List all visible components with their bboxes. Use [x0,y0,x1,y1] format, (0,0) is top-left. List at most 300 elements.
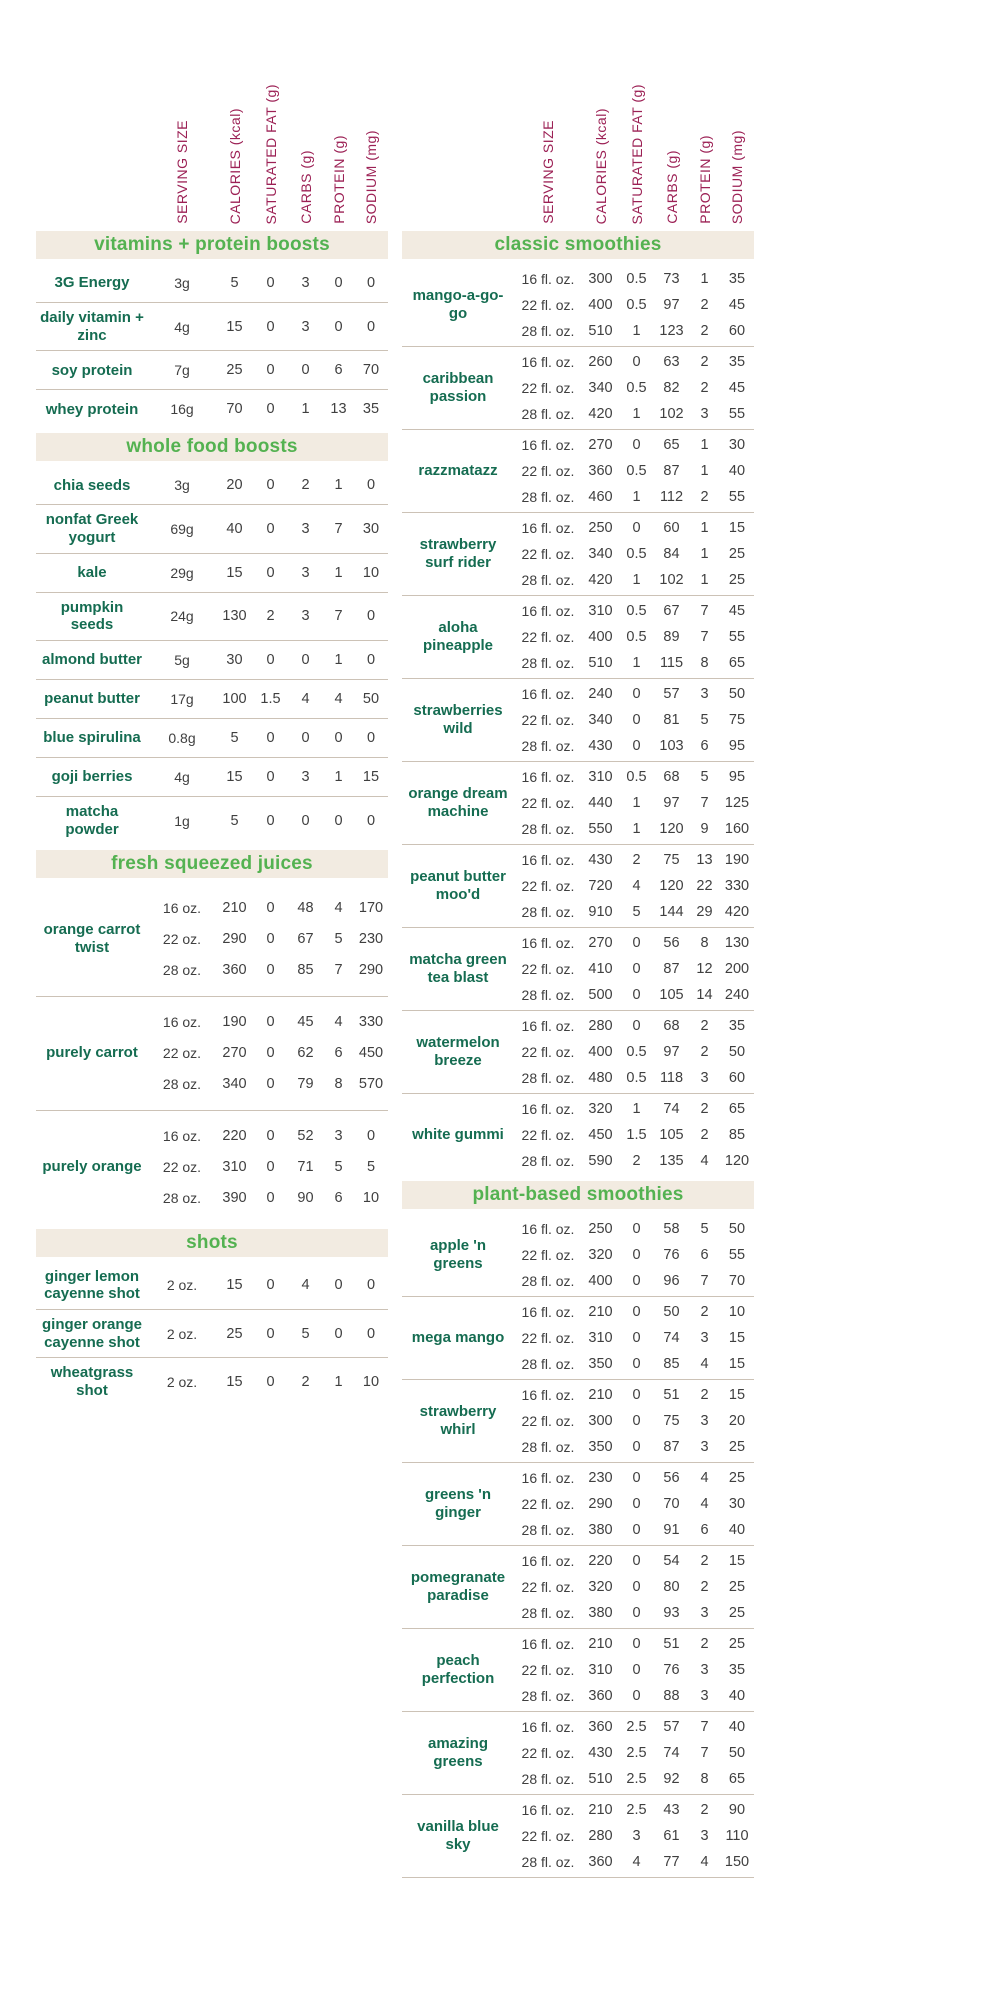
menu-item [36,1310,388,1358]
nutrition-value: 15 [226,564,243,581]
nutrition-value: 1 [632,655,641,671]
serving-size: 16 fl. oz. [521,1101,575,1117]
serving-size: 22 fl. oz. [521,629,575,645]
nutrition-value: 10 [728,1304,746,1320]
nutrition-value: 70 [362,362,380,379]
nutrition-value: 5 [632,904,641,920]
nutrition-value: 25 [728,1439,746,1455]
nutrition-value: 0 [632,1221,641,1237]
item-rows [514,1013,754,1091]
nutrition-value: 460 [588,489,613,505]
item-name: white gummi [412,1126,504,1144]
item-name: watermelon breeze [416,1034,500,1069]
nutrition-value: 1 [632,821,641,837]
item-rows [148,686,388,712]
nutrition-row [514,1434,754,1460]
nutrition-row [514,458,754,484]
item-name: apple 'n greens [429,1237,487,1272]
nutrition-value: 75 [728,712,746,728]
nutrition-value: 105 [659,1127,684,1143]
nutrition-value: 95 [728,738,746,754]
nutrition-row [514,1325,754,1351]
nutrition-value: 35 [728,1018,746,1034]
nutrition-value: 1 [632,572,641,588]
serving-size: 16 fl. oz. [521,769,575,785]
header-cell [253,84,288,224]
nutrition-row [514,847,754,873]
menu-item [402,347,754,430]
nutrition-value: 3 [334,1128,343,1144]
nutrition-value: 0 [632,738,641,754]
nutrition-value: 500 [588,987,613,1003]
serving-size: 22 fl. oz. [521,1745,575,1761]
nutrition-row [514,707,754,733]
nutrition-value: 0 [632,1413,641,1429]
menu-item [402,430,754,513]
menu-item [402,679,754,762]
nutrition-value: 0 [632,1018,641,1034]
item-rows [514,681,754,759]
nutrition-value: 70 [663,1496,680,1512]
nutrition-value: 0 [366,275,376,291]
nutrition-value: 230 [358,931,384,947]
serving-size: 2 oz. [166,1277,198,1294]
nutrition-value: 30 [226,652,243,669]
nutrition-value: 0 [301,730,310,747]
nutrition-value: 55 [728,1247,746,1263]
menu-item [402,1214,754,1297]
nutrition-value: 3 [700,1439,709,1455]
nutrition-row [514,266,754,292]
nutrition-value: 550 [588,821,613,837]
nutrition-row [148,516,388,542]
nutrition-value: 330 [724,878,750,894]
item-name: daily vitamin + zinc [40,309,144,344]
nutrition-value: 910 [588,904,613,920]
nutrition-value: 210 [588,1387,613,1403]
nutrition-value: 25 [728,572,746,588]
nutrition-value: 1.5 [626,1127,647,1143]
menu-item [36,883,388,997]
menu-item [402,513,754,596]
nutrition-value: 68 [663,769,680,785]
nutrition-value: 15 [728,1330,746,1346]
nutrition-value: 4 [632,878,641,894]
column-header-label: SATURATED FAT (g) [628,83,645,224]
nutrition-value: 50 [728,686,746,702]
nutrition-value: 43 [663,1802,680,1818]
nutrition-value: 4 [700,1356,709,1372]
nutrition-row [148,1272,388,1298]
nutrition-value: 0 [632,437,641,453]
nutrition-value: 30 [728,437,746,453]
menu-item [36,466,388,505]
section-title: shots [36,1229,388,1257]
nutrition-value: 25 [728,1636,746,1652]
nutrition-value: 6 [700,1522,709,1538]
nutrition-value: 2 [700,489,709,505]
serving-size: 16 fl. oz. [521,935,575,951]
serving-size: 69g [170,521,194,538]
serving-size: 4g [174,769,190,786]
menu-item [36,680,388,719]
nutrition-value: 15 [226,769,243,786]
nutrition-value: 350 [588,1439,613,1455]
nutrition-value: 0.5 [626,1044,647,1060]
item-rows [148,764,388,790]
serving-size: 22 oz. [162,1045,202,1061]
nutrition-value: 0 [632,1330,641,1346]
nutrition-value: 0 [632,1579,641,1595]
item-rows [514,432,754,510]
nutrition-value: 0 [632,961,641,977]
nutrition-row [148,955,388,986]
header-cell [582,108,619,224]
nutrition-value: 91 [663,1522,680,1538]
nutrition-row [148,314,388,340]
item-name: razzmatazz [418,462,498,480]
nutrition-value: 25 [226,1325,243,1342]
nutrition-value: 25 [728,1470,746,1486]
nutrition-value: 1 [334,477,343,494]
serving-size: 16 fl. oz. [521,686,575,702]
nutrition-row [514,598,754,624]
menu-item [402,1546,754,1629]
nutrition-value: 40 [728,1522,746,1538]
nutrition-value: 0 [632,1273,641,1289]
nutrition-value: 7 [700,795,709,811]
nutrition-value: 0.5 [626,380,647,396]
nutrition-value: 6 [334,1045,343,1061]
item-name: matcha green tea blast [409,951,507,986]
nutrition-value: 0.5 [626,769,647,785]
serving-size: 28 fl. oz. [521,572,575,588]
nutrition-value: 51 [663,1387,680,1403]
nutrition-value: 0.5 [626,546,647,562]
nutrition-value: 10 [362,1373,380,1390]
nutrition-value: 510 [588,655,613,671]
item-rows [514,930,754,1008]
nutrition-row [148,270,388,296]
item-name: soy protein [51,361,133,379]
item-rows [514,764,754,842]
nutrition-value: 0 [266,812,275,829]
section-body [36,1262,388,1406]
nutrition-value: 74 [663,1101,680,1117]
nutrition-value: 15 [728,1553,746,1569]
nutrition-value: 3 [301,769,310,786]
nutrition-value: 0 [632,987,641,1003]
nutrition-value: 0 [366,318,376,335]
nutrition-value: 50 [728,1745,746,1761]
nutrition-value: 10 [362,564,380,581]
menu-item [36,1358,388,1405]
nutrition-value: 310 [588,1662,613,1678]
nutrition-value: 3 [700,686,709,702]
section-title: whole food boosts [36,433,388,461]
nutrition-value: 0 [632,1553,641,1569]
menu-item [402,1011,754,1094]
serving-size: 16 fl. oz. [521,1802,575,1818]
nutrition-row [514,349,754,375]
nutrition-value: 25 [226,362,243,379]
nutrition-value: 1 [632,795,641,811]
item-rows [148,396,388,422]
nutrition-value: 360 [588,1688,613,1704]
nutrition-value: 0 [366,1277,376,1294]
serving-size: 22 fl. oz. [521,961,575,977]
nutrition-value: 52 [297,1128,314,1144]
item-name: blue spirulina [43,729,141,747]
section-title: classic smoothies [402,231,754,259]
nutrition-row [514,681,754,707]
nutrition-row [514,1013,754,1039]
nutrition-value: 420 [724,904,750,920]
section-title: vitamins + protein boosts [36,231,388,259]
nutrition-value: 48 [297,900,314,916]
nutrition-row [514,1065,754,1091]
menu-item [36,593,388,641]
nutrition-value: 135 [659,1153,684,1169]
nutrition-row [514,1797,754,1823]
nutrition-value: 92 [663,1771,680,1787]
item-name: strawberry surf rider [419,536,497,571]
nutrition-value: 54 [663,1553,680,1569]
right-nutrition-table [402,48,754,1878]
column-header-label: CARBS (g) [297,150,314,224]
nutrition-value: 70 [226,401,243,418]
section-body [36,466,388,844]
nutrition-value: 350 [588,1356,613,1372]
nutrition-value: 85 [663,1356,680,1372]
item-rows [148,893,388,986]
nutrition-value: 125 [724,795,750,811]
nutrition-value: 4 [334,691,343,708]
nutrition-value: 58 [663,1221,680,1237]
serving-size: 28 fl. oz. [521,1854,575,1870]
nutrition-row [514,1740,754,1766]
nutrition-value: 6 [334,1190,343,1206]
nutrition-value: 13 [696,852,713,868]
nutrition-value: 5 [334,1159,343,1175]
menu-item [402,1712,754,1795]
nutrition-row [514,318,754,344]
serving-size: 28 oz. [162,1076,202,1092]
nutrition-value: 360 [222,962,247,978]
nutrition-value: 82 [663,380,680,396]
item-rows [514,1797,754,1875]
nutrition-row [514,1351,754,1377]
item-rows [148,1007,388,1100]
column-headers [402,48,754,224]
item-name: kale [77,563,107,581]
nutrition-value: 30 [362,521,380,538]
nutrition-value: 210 [588,1802,613,1818]
header-cell [148,120,216,224]
item-rows [148,1272,388,1298]
item-name: goji berries [51,768,133,786]
nutrition-value: 220 [222,1128,247,1144]
nutrition-value: 13 [330,401,347,418]
serving-size: 16 fl. oz. [521,354,575,370]
item-rows [514,1631,754,1709]
nutrition-value: 35 [728,1662,746,1678]
nutrition-value: 8 [334,1076,343,1092]
nutrition-row [514,816,754,842]
nutrition-value: 0 [632,1387,641,1403]
nutrition-value: 400 [588,629,613,645]
nutrition-value: 9 [700,821,709,837]
nutrition-value: 5 [366,1159,376,1175]
nutrition-value: 2 [700,1018,709,1034]
nutrition-value: 2 [700,1553,709,1569]
serving-size: 22 fl. oz. [521,1413,575,1429]
nutrition-value: 510 [588,323,613,339]
menu-item [36,351,388,390]
serving-size: 2 oz. [166,1325,198,1342]
nutrition-value: 190 [724,852,750,868]
nutrition-row [514,1849,754,1875]
nutrition-value: 0 [334,1277,343,1294]
nutrition-value: 290 [588,1496,613,1512]
item-name: chia seeds [53,476,131,494]
menu-item [402,1629,754,1712]
nutrition-value: 5 [230,275,239,291]
nutrition-value: 85 [728,1127,746,1143]
nutrition-value: 450 [588,1127,613,1143]
nutrition-value: 480 [588,1070,613,1086]
nutrition-value: 45 [297,1014,314,1030]
serving-size: 28 fl. oz. [521,821,575,837]
serving-size: 22 fl. oz. [521,1127,575,1143]
item-rows [514,1096,754,1174]
nutrition-value: 6 [700,1247,709,1263]
nutrition-value: 12 [696,961,713,977]
nutrition-value: 2 [700,297,709,313]
nutrition-value: 0 [366,1325,376,1342]
nutrition-value: 3 [301,275,310,291]
serving-size: 24g [170,608,194,625]
nutrition-value: 87 [663,1439,680,1455]
nutrition-value: 55 [728,406,746,422]
serving-size: 28 fl. oz. [521,1605,575,1621]
nutrition-value: 160 [724,821,750,837]
item-rows [148,1121,388,1214]
nutrition-row [514,1491,754,1517]
serving-size: 16 fl. oz. [521,1553,575,1569]
item-name: greens 'n ginger [424,1486,492,1521]
nutrition-value: 4 [700,1496,709,1512]
menu-item [402,1297,754,1380]
nutrition-value: 30 [728,1496,746,1512]
nutrition-value: 50 [728,1221,746,1237]
nutrition-value: 2 [700,1304,709,1320]
nutrition-value: 0 [266,1014,275,1030]
nutrition-value: 400 [588,1044,613,1060]
nutrition-value: 310 [588,1330,613,1346]
nutrition-value: 87 [663,463,680,479]
nutrition-value: 35 [728,354,746,370]
item-name: mega mango [411,1329,505,1347]
serving-size: 17g [170,691,194,708]
serving-size: 28 fl. oz. [521,1153,575,1169]
item-rows [514,1548,754,1626]
nutrition-value: 440 [588,795,613,811]
nutrition-value: 310 [222,1159,247,1175]
nutrition-value: 3 [700,1330,709,1346]
serving-size: 28 fl. oz. [521,904,575,920]
nutrition-value: 420 [588,406,613,422]
nutrition-value: 0 [266,931,275,947]
nutrition-value: 0 [632,1470,641,1486]
nutrition-value: 61 [663,1828,680,1844]
item-name: peach perfection [421,1652,495,1687]
nutrition-value: 4 [301,691,310,708]
nutrition-row [148,1121,388,1152]
nutrition-value: 0.5 [626,463,647,479]
nutrition-value: 0 [366,730,376,747]
nutrition-value: 97 [663,1044,680,1060]
nutrition-value: 0 [266,900,275,916]
nutrition-value: 0 [266,1076,275,1092]
serving-size: 16 fl. oz. [521,1719,575,1735]
nutrition-value: 0 [366,812,376,829]
nutrition-row [148,1321,388,1347]
serving-size: 28 fl. oz. [521,1356,575,1372]
nutrition-value: 300 [588,271,613,287]
column-header-label: CALORIES (kcal) [592,107,609,224]
nutrition-value: 8 [700,935,709,951]
nutrition-value: 3 [301,318,310,335]
nutrition-value: 7 [700,1745,709,1761]
menu-item [36,797,388,844]
nutrition-row [514,956,754,982]
nutrition-row [148,893,388,924]
nutrition-value: 200 [724,961,750,977]
nutrition-value: 0 [632,1522,641,1538]
item-name: whey protein [45,400,139,418]
nutrition-value: 0 [334,275,343,291]
nutrition-value: 0 [632,935,641,951]
item-rows [514,598,754,676]
nutrition-value: 0 [266,652,275,669]
menu-item [402,264,754,347]
item-name: aloha pineapple [422,619,493,654]
column-header-label: SERVING SIZE [540,120,556,224]
menu-item [402,928,754,1011]
nutrition-value: 2 [700,1387,709,1403]
nutrition-row [514,1096,754,1122]
header-cell [720,130,754,224]
nutrition-value: 63 [663,354,680,370]
item-name: 3G Energy [54,274,130,292]
nutrition-value: 2 [301,477,310,494]
nutrition-value: 7 [334,962,343,978]
serving-size: 22 fl. oz. [521,1662,575,1678]
left-nutrition-table [36,48,388,1406]
column-header-label: SODIUM (mg) [729,129,745,224]
nutrition-value: 0 [266,1277,275,1294]
serving-size: 16 fl. oz. [521,1304,575,1320]
nutrition-row [514,982,754,1008]
nutrition-value: 720 [588,878,613,894]
nutrition-value: 0 [334,318,343,335]
nutrition-value: 0 [632,686,641,702]
menu-item [36,641,388,680]
nutrition-row [514,1382,754,1408]
item-rows [514,1216,754,1294]
nutrition-value: 2 [301,1373,310,1390]
